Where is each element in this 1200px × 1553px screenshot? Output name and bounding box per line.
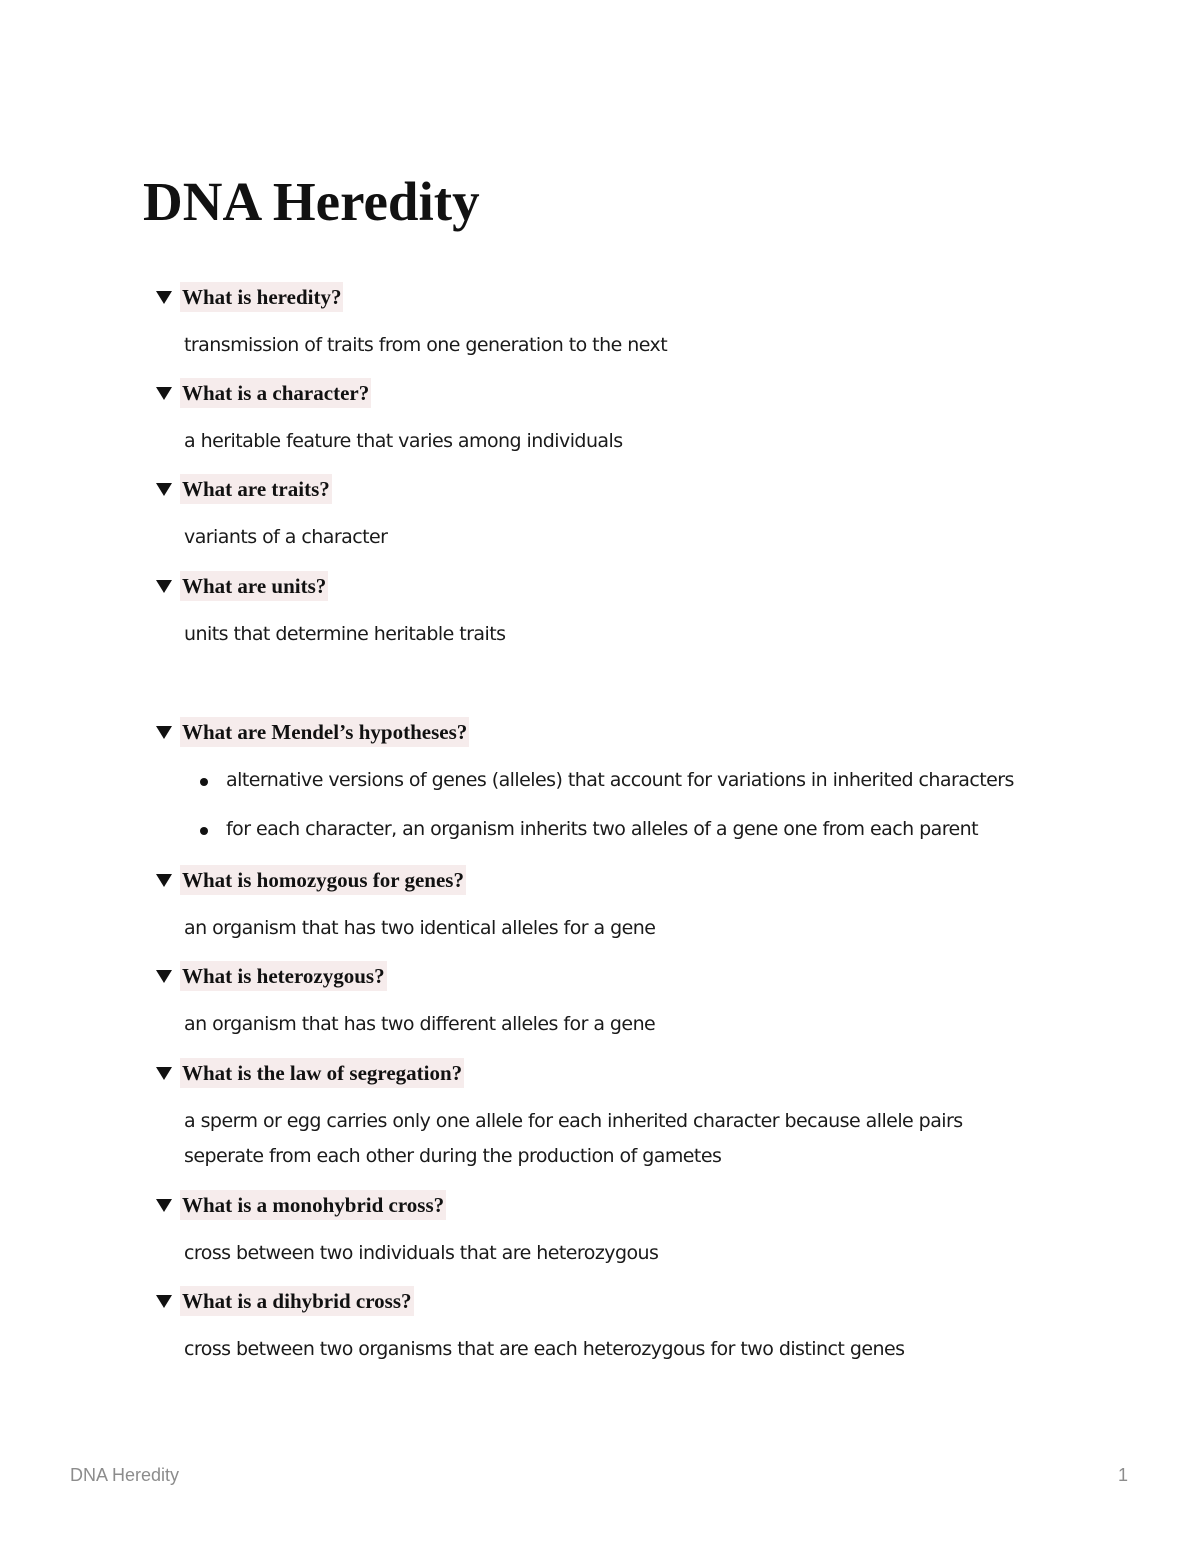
answer-text: an organism that has two identical alleles for a gene [184,917,656,939]
answer-line: a sperm or egg carries only one allele for each inherited character because allele pairs [184,1110,963,1132]
answer-text: units that determine heritable traits [184,623,506,645]
toggle-triangle-icon[interactable] [156,1199,172,1212]
toggle-header[interactable] [156,1285,1056,1317]
question-heading: What are traits? [180,474,332,504]
toggle-block-character [156,377,1056,459]
answer-text: cross between two organisms that are each heterozygous for two distinct genes [184,1338,905,1360]
question-heading: What are Mendel’s hypotheses? [180,717,469,747]
footer-page-number: 1 [1117,1465,1128,1485]
toggle-block-units [156,570,1056,652]
answer-line: seperate from each other during the production of gametes [184,1145,722,1167]
question-heading: What is a monohybrid cross? [180,1190,446,1220]
bullet-list [156,763,1056,847]
toggle-header[interactable] [156,1189,1056,1221]
toggle-header[interactable] [156,1057,1056,1089]
toggle-triangle-icon[interactable] [156,483,172,496]
toggle-block-heredity [156,281,1056,363]
answer-text: transmission of traits from one generation to the next [184,334,668,356]
question-heading: What is a character? [180,378,371,408]
question-heading: What are units? [180,571,328,601]
toggle-block-monohybrid-cross [156,1189,1056,1271]
toggle-header[interactable] [156,864,1056,896]
toggle-triangle-icon[interactable] [156,1295,172,1308]
toggle-block-mendel-hypotheses [156,716,1056,861]
answer-text [184,1104,1056,1174]
toggle-triangle-icon[interactable] [156,874,172,887]
question-heading: What is homozygous for genes? [180,865,466,895]
answer-text: cross between two individuals that are heterozygous [184,1242,659,1264]
bullet-dot-icon [200,778,208,786]
toggle-triangle-icon[interactable] [156,387,172,400]
page-title: DNA Heredity [143,171,480,232]
toggle-triangle-icon[interactable] [156,291,172,304]
bullet-text: for each character, an organism inherits two alleles of a gene one from each parent [226,818,979,840]
toggle-triangle-icon[interactable] [156,726,172,739]
bullet-dot-icon [200,827,208,835]
question-heading: What is heredity? [180,282,343,312]
footer-title: DNA Heredity [70,1465,180,1485]
question-heading: What is a dihybrid cross? [180,1286,414,1316]
toggle-header[interactable] [156,960,1056,992]
toggle-triangle-icon[interactable] [156,970,172,983]
toggle-triangle-icon[interactable] [156,1067,172,1080]
toggle-header[interactable] [156,281,1056,313]
answer-text: an organism that has two different alleles for a gene [184,1013,656,1035]
bullet-item [198,812,1056,847]
question-heading: What is the law of segregation? [180,1058,464,1088]
answer-text: a heritable feature that varies among individuals [184,430,623,452]
bullet-item [198,763,1056,798]
bullet-text: alternative versions of genes (alleles) that account for variations in inherited characters [226,769,1014,791]
toggle-triangle-icon[interactable] [156,580,172,593]
answer-text: variants of a character [184,526,388,548]
toggle-header[interactable] [156,716,1056,748]
toggle-header[interactable] [156,473,1056,505]
toggle-block-homozygous [156,864,1056,946]
toggle-header[interactable] [156,377,1056,409]
toggle-block-law-of-segregation [156,1057,1056,1174]
toggle-block-heterozygous [156,960,1056,1042]
question-heading: What is heterozygous? [180,961,387,991]
toggle-block-traits [156,473,1056,555]
toggle-block-dihybrid-cross [156,1285,1056,1367]
toggle-header[interactable] [156,570,1056,602]
